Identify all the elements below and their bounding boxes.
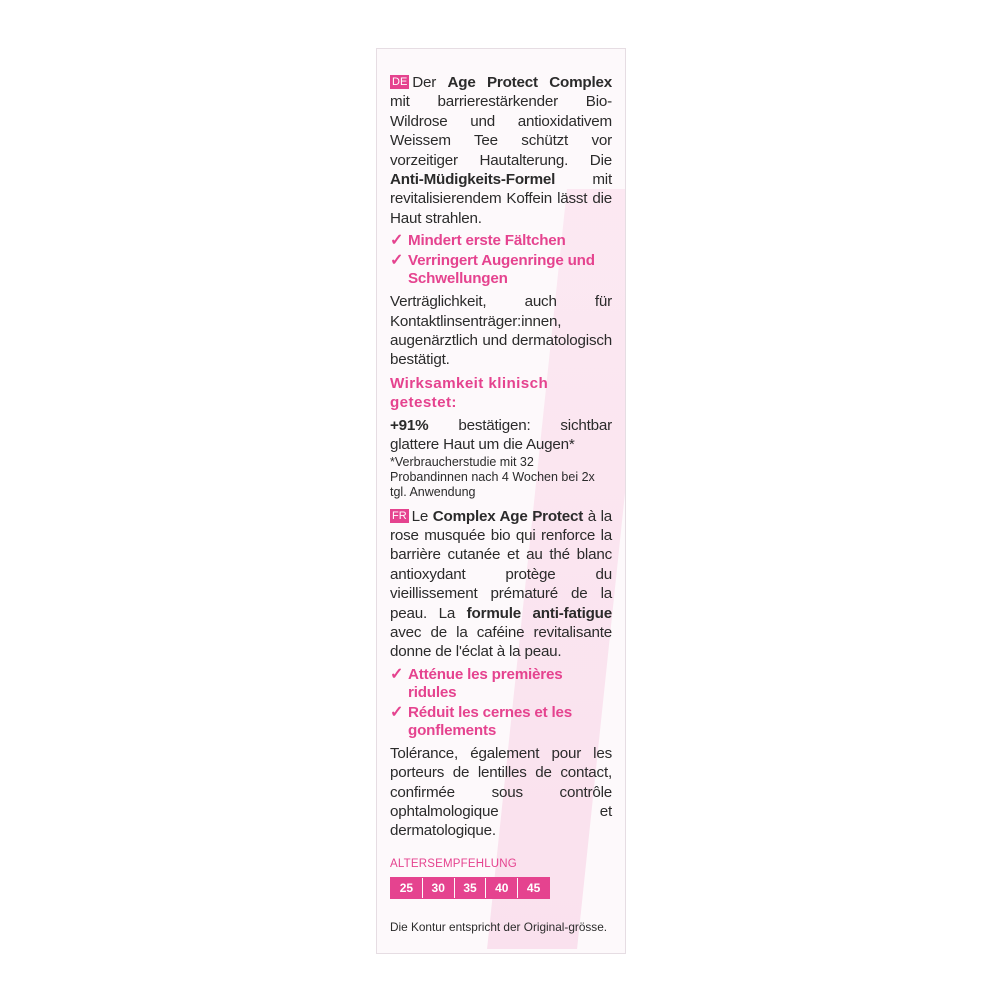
product-label-panel (376, 48, 626, 954)
age-value: 40 (486, 878, 518, 898)
de-footnote: *Verbraucherstudie mit 32 Probandinnen nach 4 Wochen bei 2x tgl. Anwendung (390, 454, 595, 500)
check-icon: ✓ (390, 703, 404, 721)
de-benefit-2: ✓ Verringert Augenringe und Schwellungen (390, 252, 595, 288)
age-value: 25 (391, 878, 423, 898)
fr-intro: FR Le Complex Age Protect à la rose musquée bio qui renforce la barrière cutanée et au thé blanc antioxydant protège du vieillissement prématuré de la peau. La formule anti-fatigue avec de la caféine revitalisante donne de l'éclat à la peau. (390, 507, 613, 661)
de-clinical-heading: Wirksamkeit klinisch getestet: (390, 374, 549, 411)
age-value: 45 (518, 878, 549, 898)
label-content (390, 73, 612, 935)
de-benefit-1: ✓ Mindert erste Fältchen (390, 232, 566, 250)
fr-benefit-2: ✓ Réduit les cernes et les gonflements (390, 703, 573, 739)
age-recommendation-scale (390, 877, 550, 899)
check-icon: ✓ (390, 252, 404, 270)
age-value: 30 (423, 878, 455, 898)
fr-language-tag: FR (392, 509, 407, 522)
age-recommendation-label: ALTERSEMPFEHLUNG (390, 857, 517, 870)
check-icon: ✓ (390, 232, 404, 250)
de-language-tag: DE (392, 76, 408, 88)
de-clinical-result: +91% bestätigen: sichtbar glattere Haut um die Augen* (390, 416, 612, 454)
de-formula-name: Anti-Müdigkeits-Formel (390, 171, 556, 189)
fr-tolerance: Tolérance, également pour les porteurs de lentilles de contact, confirmée sous contrôle ophtalmologique et dermatologique. (390, 744, 612, 840)
fr-product-name: Complex Age Protect (432, 507, 584, 525)
de-product-name: Age Protect Complex (447, 74, 612, 91)
de-intro: DE Der Age Protect Complex mit barrierestärkender Bio-Wildrose und antioxidativem Weissem Tee schützt vor vorzeitiger Hautalterung. Die Anti-Müdigkeits-Formel mit revitalisierendem Koffein lässt die Haut strahlen. (390, 74, 612, 227)
age-value: 35 (455, 878, 487, 898)
fr-formula-name: formule anti-fatigue (466, 604, 612, 622)
contour-note: Die Kontur entspricht der Original-grösse. (390, 919, 608, 934)
de-tolerance: Verträglichkeit, auch für Kontaktlinsenträger:innen, augenärztlich und dermatologisch bestätigt. (390, 293, 612, 369)
check-icon: ✓ (390, 665, 404, 683)
fr-benefit-1: ✓ Atténue les premières ridules (390, 665, 563, 701)
